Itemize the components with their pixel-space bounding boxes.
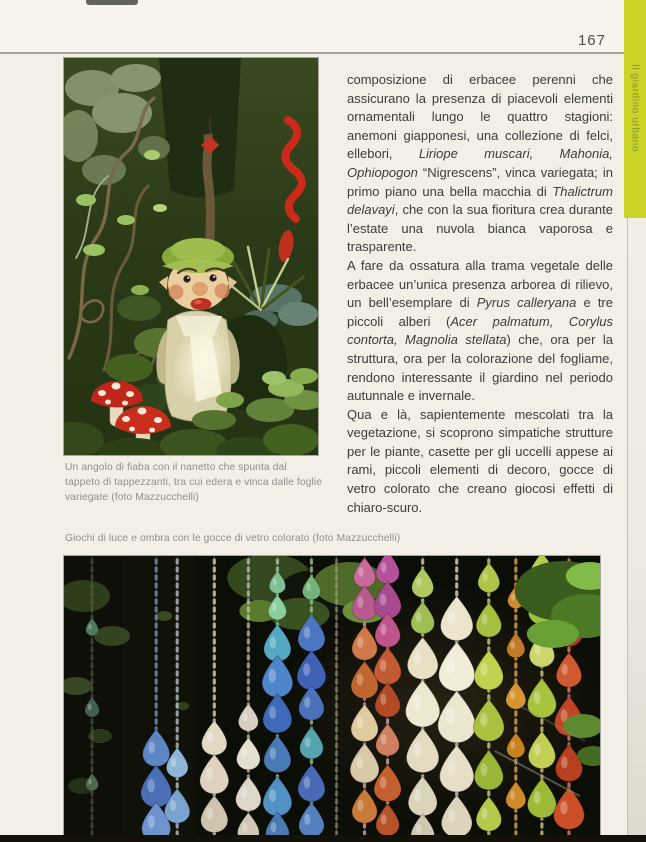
- paragraph: Qua e là, sapientemente mescolati tra la vegetazione, si scoprono simpatiche strutture per le piante, casette per gli uccelli appese ai rami, piccoli elementi di decoro, gocce di vetro colorato che creano giocosi effetti di chiaro-scuro.: [347, 406, 613, 515]
- scan-artifact: [86, 0, 138, 5]
- page-edge-shadow: [627, 218, 646, 842]
- chapter-tab: [624, 0, 646, 218]
- page-number: 167: [577, 32, 606, 49]
- header-rule: [0, 52, 626, 54]
- conifer: [159, 58, 241, 198]
- paragraph: composizione di erbacee perenni che assicurano la presenza di piacevoli elementi ornamentali lungo le quattro stagioni: anemoni giapponesi, una collezione di felci, ellebori, Liriope muscari, Mahonia, Ophiopogon “Nigrescens”, vinca variegata; in primo piano una bella macchia di Thalictrum delavayi, che con la sua fioritura crea durante l’estate una nuvola bianca vaporosa e trasparente.: [347, 72, 613, 255]
- glass-drops-photo: [64, 556, 600, 836]
- glass-drops-illustration: [64, 556, 600, 836]
- gnome-photo-illustration: [64, 58, 318, 455]
- gnome-photo: [64, 58, 318, 455]
- paragraph: A fare da ossatura alla trama vegetale delle erbacee un’unica presenza arborea di rilievo, un bell’esemplare di Pyrus calleryana e tre piccoli alberi (Acer palmatum, Corylus contorta, Magnolia stellata) che, ora per la struttura, ora per la colorazione del fogliame, rendono interessante il giardino nel periodo autunnale e invernale.: [347, 257, 613, 404]
- scan-edge-bottom: [0, 835, 646, 842]
- article-text: [347, 71, 613, 517]
- chapter-tab-label: Il giardino urbano: [629, 64, 641, 153]
- page-top-margin: [0, 0, 646, 52]
- gnome-photo-caption: Un angolo di fiaba con il nanetto che spunta dal tappeto di tappezzanti, tra cui edera e vinca dalle foglie variegate (foto Mazzucchelli): [65, 462, 323, 503]
- glass-photo-caption: Giochi di luce e ombra con le gocce di vetro colorato (foto Mazzucchelli): [65, 533, 401, 544]
